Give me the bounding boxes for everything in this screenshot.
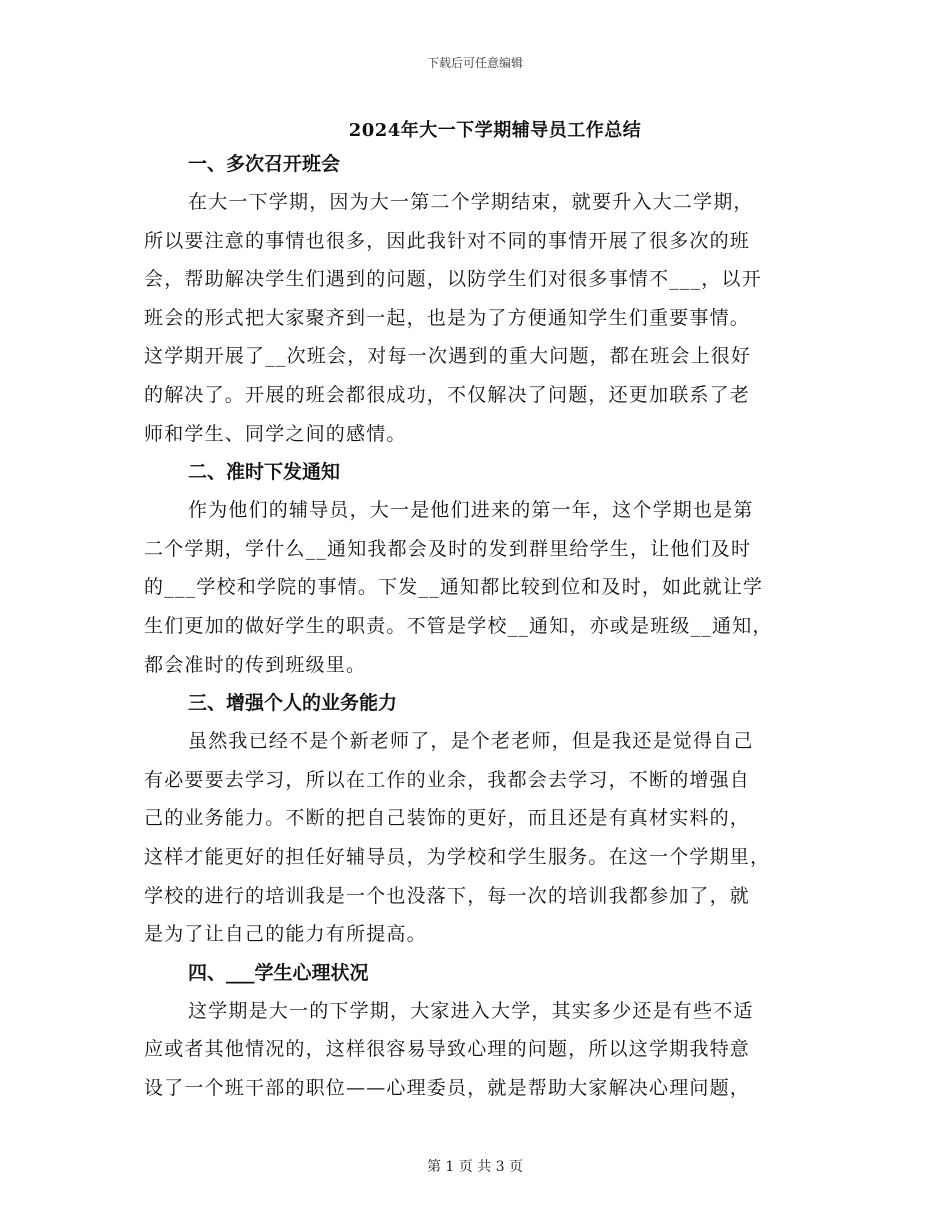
paragraph-line: 己的业务能力。不断的把自己装饰的更好，而且还是有真材实料的， [144, 807, 751, 830]
section-paragraph-1 [144, 183, 806, 453]
paragraph-line: 二个学期，学什么__通知我都会及时的发到群里给学生，让他们及时 [144, 537, 752, 560]
paragraph-line: 在大一下学期，因为大一第二个学期结束，就要升入大二学期， [188, 191, 754, 213]
page-number: 第 1 页 共 3 页 [426, 1159, 524, 1175]
paragraph-line: 应或者其他情况的，这样很容易导致心理的问题，所以这学期我特意 [144, 1038, 751, 1061]
paragraph-line: 生们更加的做好学生的职责。不管是学校__通知，亦或是班级__通知， [144, 614, 773, 637]
section-paragraph-4 [144, 992, 806, 1108]
document-title: 2024年大一下学期辅导员工作总结 [348, 120, 642, 141]
paragraph-line: 会，帮助解决学生们遇到的问题，以防学生们对很多事情不___，以开 [144, 268, 762, 291]
section-heading-3: 三、增强个人的业务能力 [188, 692, 398, 715]
page-header-note: 下载后可任意编辑 [426, 56, 523, 70]
section-heading-4: 四、___学生心理状况 [188, 961, 369, 984]
section-paragraph-3 [144, 722, 806, 954]
paragraph-line: 有必要要去学习，所以在工作的业余，我都会去学习，不断的增强自 [144, 768, 751, 791]
paragraph-line: 师和学生、同学之间的感情。 [144, 422, 407, 445]
paragraph-line: 是为了让自己的能力有所提高。 [144, 923, 427, 946]
paragraph-line: 学校的进行的培训我是一个也没落下，每一次的培训我都参加了，就 [144, 884, 751, 907]
paragraph-line: 这学期开展了__次班会，对每一次遇到的重大问题，都在班会上很好 [144, 345, 752, 368]
paragraph-line: 这学期是大一的下学期，大家进入大学，其实多少还是有些不适 [188, 999, 754, 1022]
paragraph-line: 都会准时的传到班级里。 [144, 653, 367, 676]
paragraph-line: 这样才能更好的担任好辅导员，为学校和学生服务。在这一个学期里， [144, 845, 771, 868]
section-heading-2: 二、准时下发通知 [188, 461, 341, 484]
paragraph-line: 作为他们的辅导员，大一是他们进来的第一年，这个学期也是第 [188, 499, 754, 522]
section-heading-1: 一、多次召开班会 [188, 153, 341, 175]
paragraph-line: 的___学校和学院的事情。下发__通知都比较到位和及时，如此就让学 [144, 576, 764, 599]
paragraph-line: 虽然我已经不是个新老师了，是个老老师，但是我还是觉得自己 [188, 730, 754, 753]
paragraph-line: 的解决了。开展的班会都很成功，不仅解决了问题，还更加联系了老 [144, 383, 751, 406]
document-body [144, 145, 806, 1107]
paragraph-line: 班会的形式把大家聚齐到一起，也是为了方便通知学生们重要事情。 [144, 306, 751, 329]
paragraph-line: 设了一个班干部的职位——心理委员，就是帮助大家解决心理问题， [144, 1076, 751, 1099]
paragraph-line: 所以要注意的事情也很多，因此我针对不同的事情开展了很多次的班 [144, 229, 751, 252]
section-paragraph-2 [144, 491, 806, 684]
